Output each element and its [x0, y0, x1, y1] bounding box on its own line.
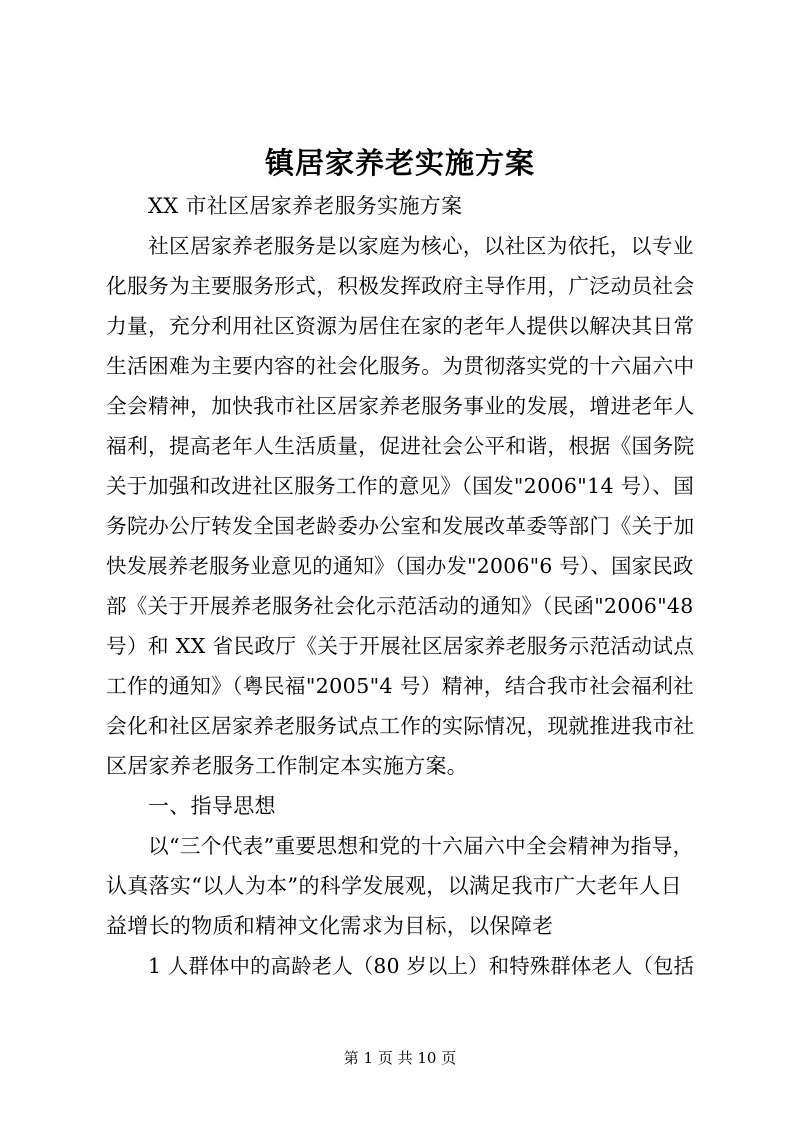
page-number-footer: 第 1 页 共 10 页: [343, 1049, 457, 1067]
section-heading: 一、指导思想: [148, 794, 276, 818]
paragraph-line: 化服务为主要服务形式，积极发挥政府主导作用，广泛动员社会: [106, 274, 695, 298]
paragraph-line: 认真落实“以人为本”的科学发展观，以满足我市广大老年人日: [106, 874, 682, 898]
paragraph-line: 社区居家养老服务是以家庭为核心，以社区为依托，以专业: [148, 234, 694, 258]
paragraph-line: 福利，提高老年人生活质量，促进社会公平和谐，根据《国务院: [106, 434, 695, 458]
paragraph-line: 以“三个代表”重要思想和党的十六届六中全会精神为指导，: [148, 834, 694, 858]
paragraph-line: 益增长的物质和精神文化需求为目标，以保障老: [106, 914, 554, 938]
document-subtitle: XX 市社区居家养老服务实施方案: [148, 194, 463, 218]
paragraph-line: 全会精神，加快我市社区居家养老服务事业的发展，增进老年人: [106, 394, 695, 418]
paragraph-line: 号）和 XX 省民政厅《关于开展社区居家养老服务示范活动试点: [106, 634, 695, 658]
paragraph-line: 生活困难为主要内容的社会化服务。为贯彻落实党的十六届六中: [106, 354, 695, 378]
paragraph-line: 部《关于开展养老服务社会化示范活动的通知》（民函"2006"48: [106, 594, 694, 618]
paragraph-line: 1 人群体中的高龄老人（80 岁以上）和特殊群体老人（包括: [148, 954, 695, 978]
document-title: 镇居家养老实施方案: [264, 146, 535, 180]
paragraph-line: 务院办公厅转发全国老龄委办公室和发展改革委等部门《关于加: [106, 514, 695, 538]
paragraph-line: 区居家养老服务工作制定本实施方案。: [106, 754, 469, 778]
paragraph-line: 工作的通知》（粤民福"2005"4 号）精神，结合我市社会福利社: [106, 674, 695, 698]
paragraph-line: 关于加强和改进社区服务工作的意见》（国发"2006"14 号）、国: [106, 474, 695, 498]
paragraph-line: 快发展养老服务业意见的通知》（国办发"2006"6 号）、国家民政: [106, 554, 694, 578]
paragraph-line: 力量，充分利用社区资源为居住在家的老年人提供以解决其日常: [106, 314, 695, 338]
paragraph-line: 会化和社区居家养老服务试点工作的实际情况，现就推进我市社: [106, 714, 695, 738]
